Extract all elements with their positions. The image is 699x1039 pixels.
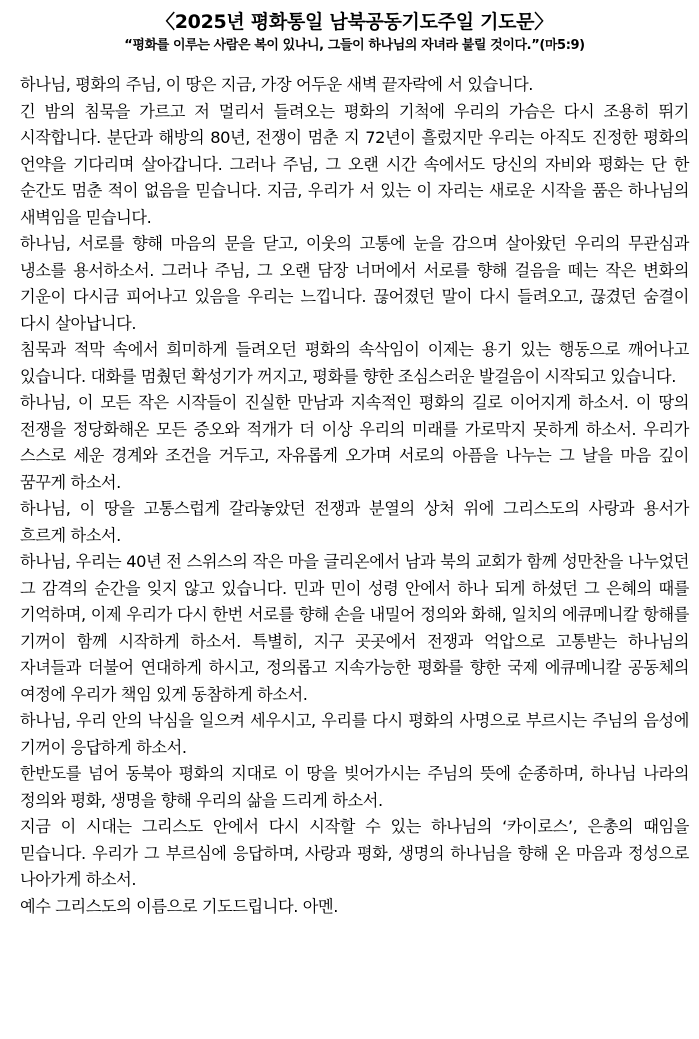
paragraph: 하나님, 우리는 40년 전 스위스의 작은 마을 글리온에서 남과 북의 교회가 함께 성만찬을 나누었던 그 감격의 순간을 잊지 않고 있습니다. 민과 민이 성령 안에서 하나 되게 하셨던 그 은혜의 때를 기억하며, 이제 우리가 다시 한번 서로를 향해 손을 내밀어 정의와 화해, 일치의 에큐메니칼 항해를 기꺼이 함께 시작하게 하소서. 특별히, 지구 곳곳에서 전쟁과 억압으로 고통받는 하나님의 자녀들과 더불어 연대하게 하시고, 정의롭고 지속가능한 평화를 향한 국제 에큐메니칼 공동체의 여정에 우리가 책임 있게 동참하게 하소서.	[20, 552, 689, 704]
paragraph-closing: 예수 그리스도의 이름으로 기도드립니다. 아멘.	[20, 896, 338, 916]
document-title: 〈2025년 평화통일 남북공동기도주일 기도문〉	[156, 11, 553, 33]
scripture-quote: “평화를 이루는 사람은 복이 있나니, 그들이 하나님의 자녀라 불릴 것이다.”(마5:9)	[124, 38, 585, 53]
paragraph: 하나님, 이 땅을 고통스럽게 갈라놓았던 전쟁과 분열의 상처 위에 그리스도의 사랑과 용서가 흐르게 하소서.	[20, 499, 689, 545]
paragraph: 긴 밤의 침묵을 가르고 저 멀리서 들려오는 평화의 기척에 우리의 가슴은 다시 조용히 뛰기 시작합니다. 분단과 해방의 80년, 전쟁이 멈춘 지 72년이 흘렀지만 우리는 아직도 진정한 평화의 언약을 기다리며 살아갑니다. 그러나 주님, 그 오랜 시간 속에서도 당신의 자비와 평화는 단 한 순간도 멈춘 적이 없음을 믿습니다. 지금, 우리가 서 있는 이 자리는 새로운 시작을 품은 하나님의 새벽임을 믿습니다.	[20, 101, 689, 227]
prayer-body	[20, 72, 689, 920]
paragraph: 한반도를 넘어 동북아 평화의 지대로 이 땅을 빚어가시는 주님의 뜻에 순종하며, 하나님 나라의 정의와 평화, 생명을 향해 우리의 삶을 드리게 하소서.	[20, 764, 689, 810]
paragraph: 하나님, 우리 안의 낙심을 일으켜 세우시고, 우리를 다시 평화의 사명으로 부르시는 주님의 음성에 기꺼이 응답하게 하소서.	[20, 711, 689, 757]
paragraph: 하나님, 서로를 향해 마음의 문을 닫고, 이웃의 고통에 눈을 감으며 살아왔던 우리의 무관심과 냉소를 용서하소서. 그러나 주님, 그 오랜 담장 너머에서 서로를 향해 걸음을 떼는 작은 변화의 기운이 다시금 피어나고 있음을 우리는 느낍니다. 끊어졌던 말이 다시 들려오고, 끊겼던 숨결이 다시 살아납니다.	[20, 234, 689, 333]
paragraph: 하나님, 평화의 주님, 이 땅은 지금, 가장 어두운 새벽 끝자락에 서 있습니다.	[20, 75, 534, 94]
paragraph: 지금 이 시대는 그리스도 안에서 다시 시작할 수 있는 하나님의 ‘카이로스’, 은총의 때임을 믿습니다. 우리가 그 부르심에 응답하며, 사랑과 평화, 생명의 하나님을 향해 온 마음과 정성으로 나아가게 하소서.	[20, 817, 689, 889]
paragraph: 하나님, 이 모든 작은 시작들이 진실한 만남과 지속적인 평화의 길로 이어지게 하소서. 이 땅의 전쟁을 정당화해온 모든 증오와 적개가 더 이상 우리의 미래를 가로막지 못하게 하소서. 우리가 스스로 세운 경계와 조건을 거두고, 자유롭게 오가며 서로의 아픔을 나누는 그 날을 마음 깊이 꿈꾸게 하소서.	[20, 393, 689, 492]
paragraph: 침묵과 적막 속에서 희미하게 들려오던 평화의 속삭임이 이제는 용기 있는 행동으로 깨어나고 있습니다. 대화를 멈췄던 확성기가 꺼지고, 평화를 향한 조심스러운 발걸음이 시작되고 있습니다.	[20, 340, 689, 386]
